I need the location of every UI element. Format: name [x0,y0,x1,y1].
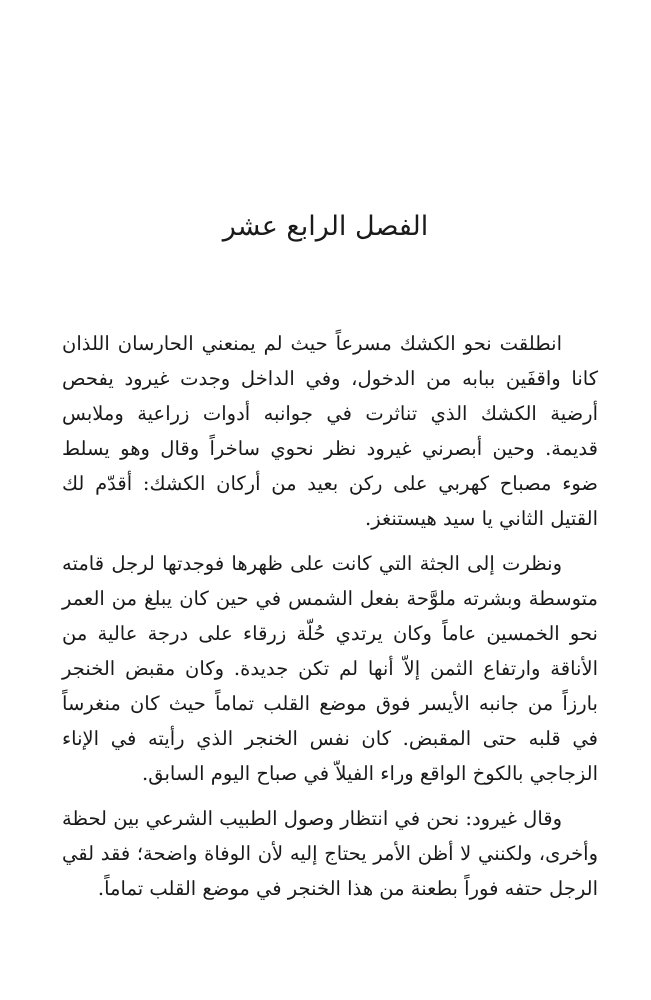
paragraph-2: ونظرت إلى الجثة التي كانت على ظهرها فوجدتها لرجل قامته متوسطة وبشرته ملوَّحة بفعل الشمس في حين كان يبلغ من العمر نحو الخمسين عاماً وكان يرتدي حُلّة زرقاء على درجة عالية من الأناقة وارتفاع الثمن إلاّ أنها لم تكن جديدة. وكان مقبض الخنجر بارزاً من جانبه الأيسر فوق موضع القلب تماماً حيث كان منغرساً في قلبه حتى المقبض. كان نفس الخنجر الذي رأيته في الإناء الزجاجي بالكوخ الواقع وراء الفيلاّ في صباح اليوم السابق. [62,552,598,785]
paragraph-3: وقال غيرود: نحن في انتظار وصول الطبيب الشرعي بين لحظة وأخرى، ولكنني لا أظن الأمر يحتاج إليه لأن الوفاة واضحة؛ فقد لقي الرجل حتفه فوراً بطعنة من هذا الخنجر في موضع القلب تماماً. [62,807,598,900]
chapter-title: الفصل الرابع عشر [222,211,429,242]
paragraph-1: انطلقت نحو الكشك مسرعاً حيث لم يمنعني الحارسان اللذان كانا واقفَين ببابه من الدخول، وفي الداخل وجدت غيرود يفحص أرضية الكشك الذي تناثرت في جوانبه أدوات زراعية وملابس قديمة. وحين أبصرني غيرود نظر نحوي ساخراً وقال وهو يسلط ضوء مصباح كهربي على ركن بعيد من أركان الكشك: أقدّم لك القتيل الثاني يا سيد هيستنغز. [62,332,598,530]
chapter-body [62,326,598,906]
